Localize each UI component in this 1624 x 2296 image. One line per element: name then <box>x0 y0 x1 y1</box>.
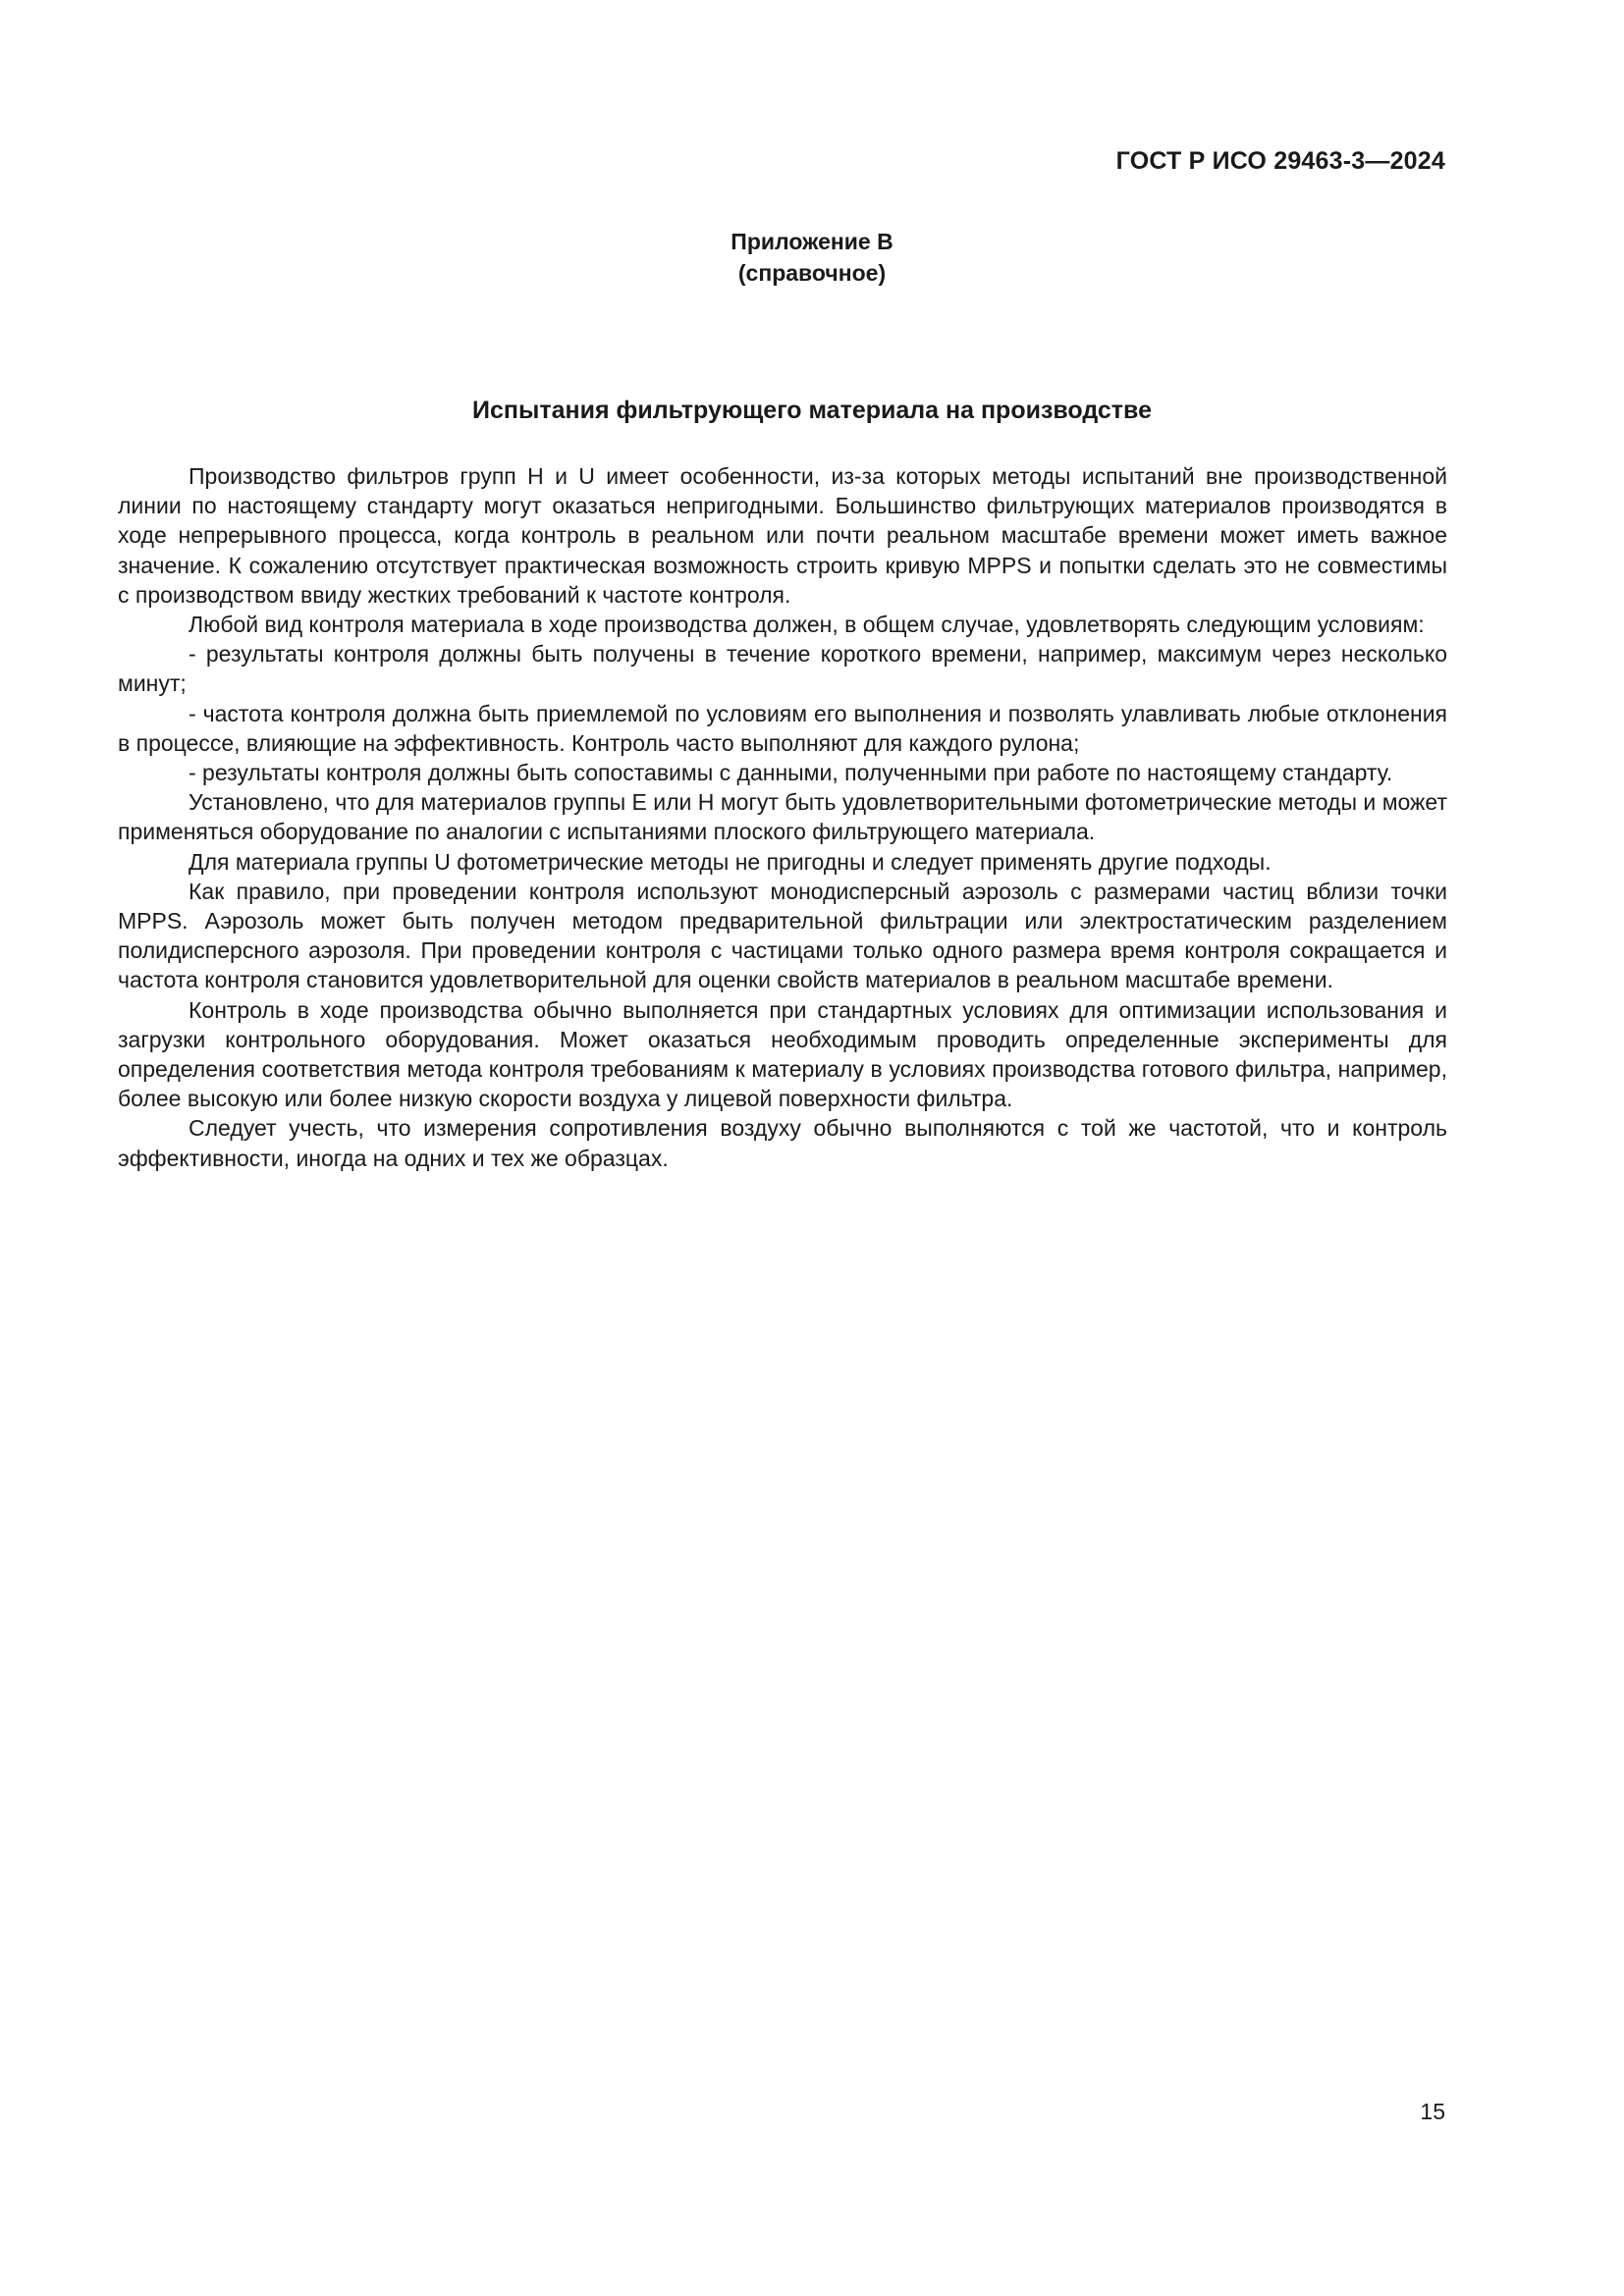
paragraph: Производство фильтров групп H и U имеет особенности, из-за которых методы испытаний вне производственной линии по настоящему стандарту могут оказаться непригодными. Большинство фильтрующих материалов производятся в ходе непрерывного процесса, когда контроль в реальном или почти реальном масштабе времени может иметь важное значение. К сожалению отсутствует практическая возможность строить кривую MPPS и попытки сделать это не совместимы с производством ввиду жестких требований к частоте контроля. <box>118 463 1447 608</box>
annex-heading <box>0 226 1624 289</box>
body-text <box>118 461 1447 1173</box>
paragraph: Как правило, при проведении контроля используют монодисперсный аэрозоль с размерами частиц вблизи точки MPPS. Аэрозоль может быть получен методом предварительной фильтрации или электростатическим разделением полидисперсного аэрозоля. При проведении контроля с частицами только одного размера время контроля сокращается и частота контроля становится удовлетворительной для оценки свойств материалов в реальном масштабе времени. <box>118 878 1447 993</box>
annex-status: (справочное) <box>737 260 887 286</box>
list-item: - результаты контроля должны быть получены в течение короткого времени, например, максимум через несколько минут; <box>118 641 1447 697</box>
paragraph: Любой вид контроля материала в ходе производства должен, в общем случае, удовлетворять следующим условиям: <box>189 612 1425 638</box>
annex-title: Приложение B <box>731 229 893 254</box>
standard-code: ГОСТ Р ИСО 29463-3—2024 <box>1115 147 1445 175</box>
section-title: Испытания фильтрующего материала на производстве <box>472 397 1152 424</box>
paragraph: Установлено, что для материалов группы E или H могут быть удовлетворительными фотометрические методы и может применяться оборудование по аналогии с испытаниями плоского фильтрующего материала. <box>118 789 1447 845</box>
list-item: - частота контроля должна быть приемлемой по условиям его выполнения и позволять улавливать любые отклонения в процессе, влияющие на эффективность. Контроль часто выполняют для каждого рулона; <box>118 700 1447 756</box>
list-item: - результаты контроля должны быть сопоставимы с данными, полученными при работе по настоящему стандарту. <box>189 760 1393 786</box>
paragraph: Для материала группы U фотометрические методы не пригодны и следует применять другие подходы. <box>189 848 1272 875</box>
paragraph: Следует учесть, что измерения сопротивления воздуху обычно выполняются с той же частотой, что и контроль эффективности, иногда на одних и тех же образцах. <box>118 1115 1447 1171</box>
paragraph: Контроль в ходе производства обычно выполняется при стандартных условиях для оптимизации использования и загрузки контрольного оборудования. Может оказаться необходимым проводить определенные эксперименты для определения соответствия метода контроля требованиям к материалу в условиях производства готового фильтра, например, более высокую или более низкую скорости воздуха у лицевой поверхности фильтра. <box>118 996 1447 1112</box>
page-number: 15 <box>1420 2099 1445 2124</box>
